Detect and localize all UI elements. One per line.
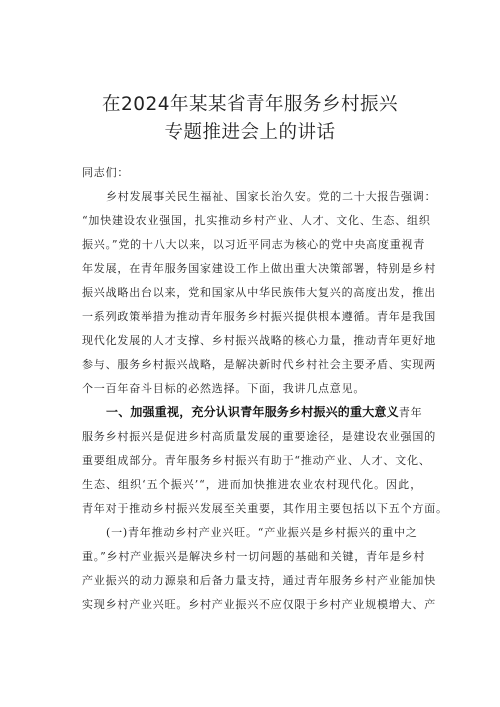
document-title-line-1: 在2024年某某省青年服务乡村振兴	[101, 94, 399, 115]
paragraph-3-line: 产业振兴的动力源泉和后备力量支持，通过青年服务乡村产业能加快	[82, 574, 436, 587]
paragraph-1-line: 现代化发展的人才支撑、乡村振兴战略的核心力量，推动青年更好地	[82, 334, 436, 347]
salutation: 同志们：	[82, 166, 130, 179]
paragraph-3-line: 重。”乡村产业振兴是解决乡村一切问题的基础和关键，青年是乡村	[82, 550, 426, 563]
paragraph-2-line: 青年对于推动乡村振兴发展至关重要，其作用主要包括以下五个方面。	[82, 502, 448, 515]
document-title-line-2: 专题推进会上的讲话	[164, 122, 336, 143]
paragraph-2-line: 生态、组织‘五个振兴’“，进而加快推进农业农村现代化。因此，	[82, 478, 422, 491]
paragraph-1-line: 参与、服务乡村振兴战略，是解决新时代乡村社会主要矛盾、实现两	[82, 358, 436, 371]
paragraph-1-line: 个一百年奋斗目标的必然选择。下面，我讲几点意见。	[82, 382, 366, 395]
heading-tail-text: 青年	[398, 406, 423, 419]
paragraph-2-line: 服务乡村振兴是促进乡村高质量发展的重要途径，是建设农业强国的	[82, 430, 436, 443]
paragraph-2-line: 重要组成部分。青年服务乡村振兴有助于“推动产业、人才、文化、	[82, 454, 431, 467]
paragraph-1-line: “加快建设农业强国，扎实推动乡村产业、人才、文化、生态、组织	[82, 214, 431, 227]
paragraph-1-line: 振兴战略出台以来，党和国家从中华民族伟大复兴的高度出发，推出	[82, 286, 436, 299]
paragraph-3-line: 实现乡村产业兴旺。乡村产业振兴不应仅限于乡村产业规模增大、产	[82, 598, 436, 611]
section-heading-1: 一、加强重视，充分认识青年服务乡村振兴的重大意义	[106, 405, 399, 419]
paragraph-1-line: 振兴。”党的十八大以来，以习近平同志为核心的党中央高度重视青	[82, 238, 426, 251]
paragraph-3-line: (一)青年推动乡村产业兴旺。“产业振兴是乡村振兴的重中之	[106, 526, 418, 539]
section-heading-line	[106, 405, 446, 420]
paragraph-1-line: 一系列政策举措为推动青年服务乡村振兴提供根本遵循。青年是我国	[82, 310, 436, 323]
paragraph-1-line: 乡村发展事关民生福祉、国家长治久安。党的二十大报告强调：	[106, 190, 437, 203]
paragraph-1-line: 年发展，在青年服务国家建设工作上做出重大决策部署，特别是乡村	[82, 262, 436, 275]
